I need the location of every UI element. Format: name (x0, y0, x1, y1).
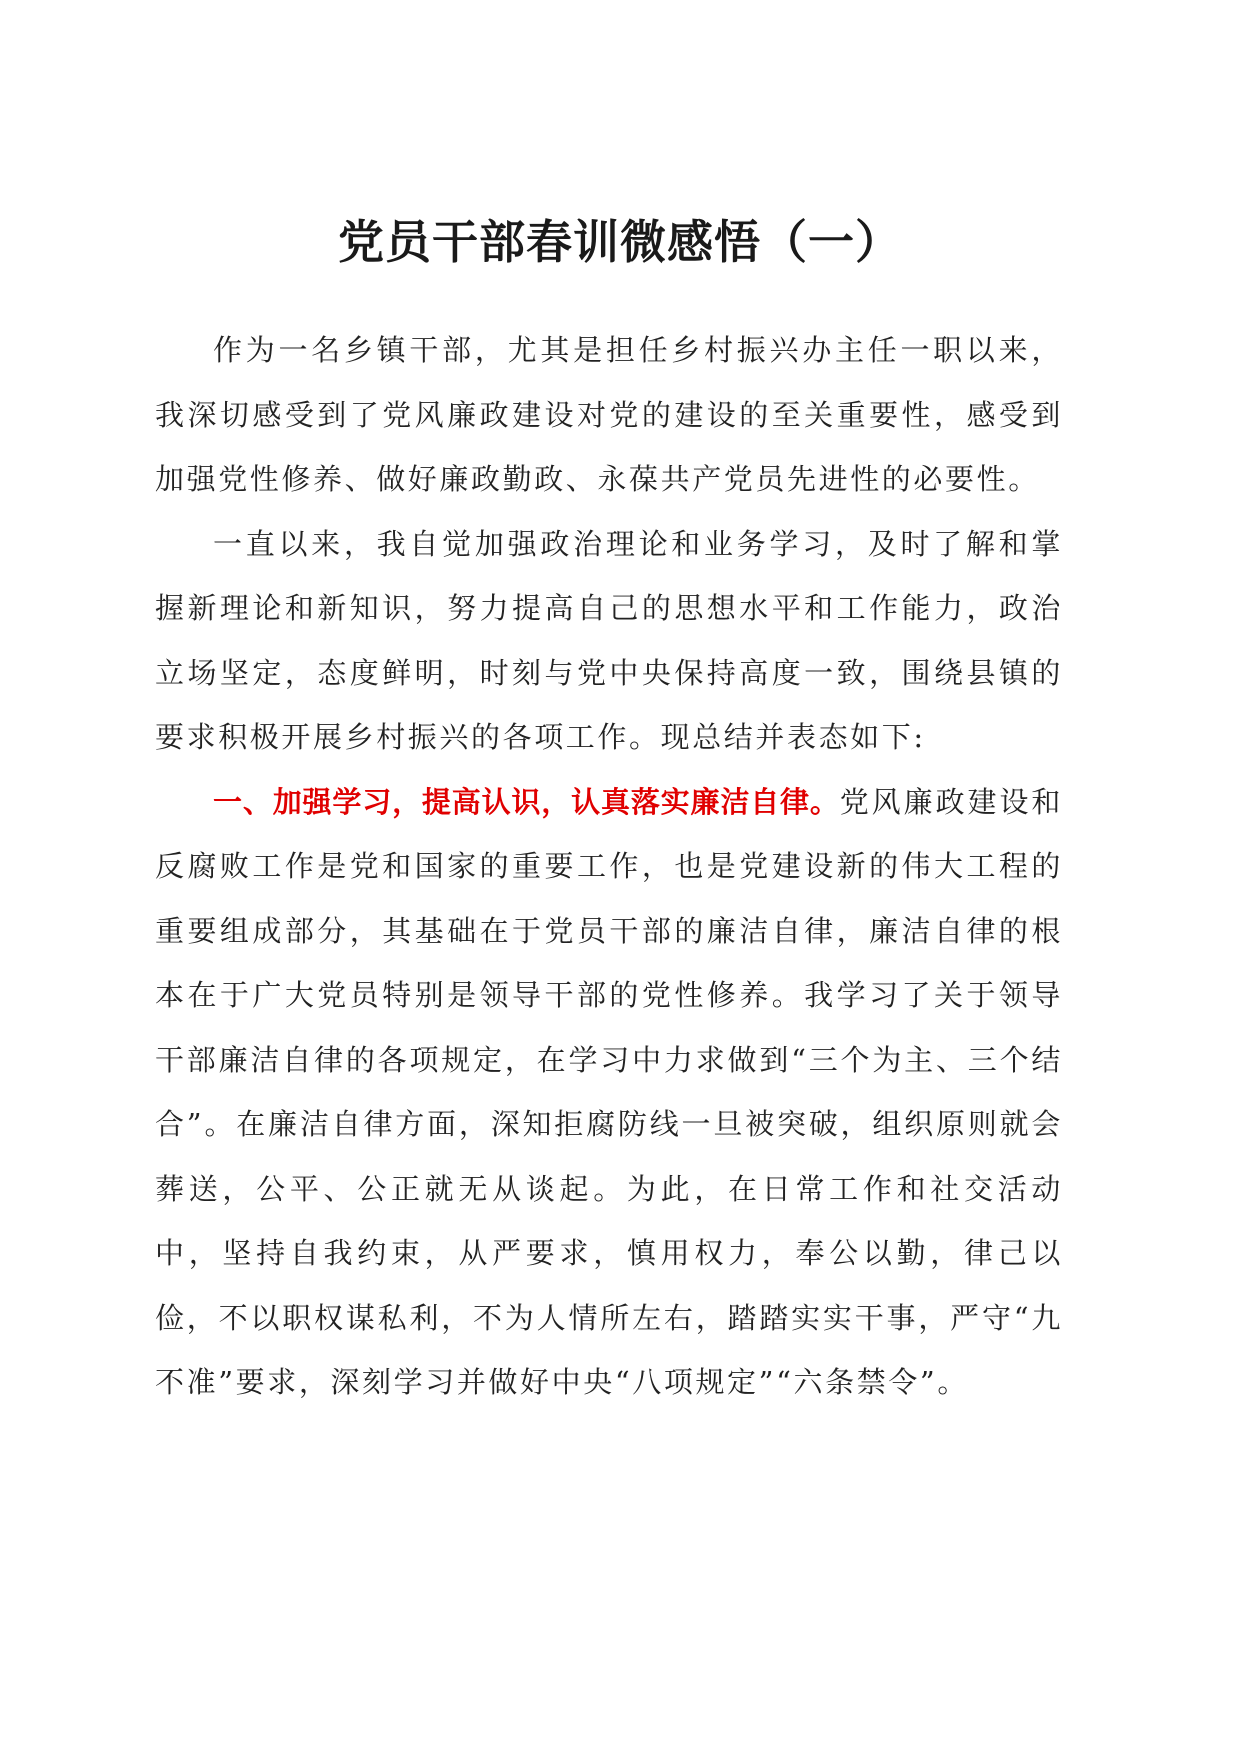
document-title: 党员干部春训微感悟（一） (338, 215, 902, 269)
paragraph-section-one-text: 党风廉政建设和反腐败工作是党和国家的重要工作，也是党建设新的伟大工程的重要组成部分，其基础在于党员干部的廉洁自律，廉洁自律的根本在于广大党员特别是领导干部的党性修养。我学习了关于领导干部廉洁自律的各项规定，在学习中力求做到“三个为主、三个结合”。在廉洁自律方面，深知拒腐防线一旦被突破，组织原则就会葬送，公平、公正就无从谈起。为此，在日常工作和社交活动中，坚持自我约束，从严要求，慎用权力，奉公以勤，律己以俭，不以职权谋私利，不为人情所左右，踏踏实实干事，严守“九不准”要求，深刻学习并做好中央“八项规定”“六条禁令”。 (155, 784, 1063, 1399)
paragraph-summary-text: 一直以来，我自觉加强政治理论和业务学习，及时了解和掌握新理论和新知识，努力提高自己的思想水平和工作能力，政治立场坚定，态度鲜明，时刻与党中央保持高度一致，围绕县镇的要求积极开展乡村振兴的各项工作。现总结并表态如下: (155, 526, 1063, 754)
paragraph-intro-text: 作为一名乡镇干部，尤其是担任乡村振兴办主任一职以来，我深切感受到了党风廉政建设对党的建设的至关重要性，感受到加强党性修养、做好廉政勤政、永葆共产党员先进性的必要性。 (155, 333, 1063, 496)
paragraph-summary (155, 512, 1063, 770)
document-body (155, 318, 1063, 1415)
section-heading: 一、加强学习，提高认识，认真落实廉洁自律。 (213, 784, 840, 819)
paragraph-section-one (155, 770, 1063, 1415)
paragraph-intro (155, 318, 1063, 512)
